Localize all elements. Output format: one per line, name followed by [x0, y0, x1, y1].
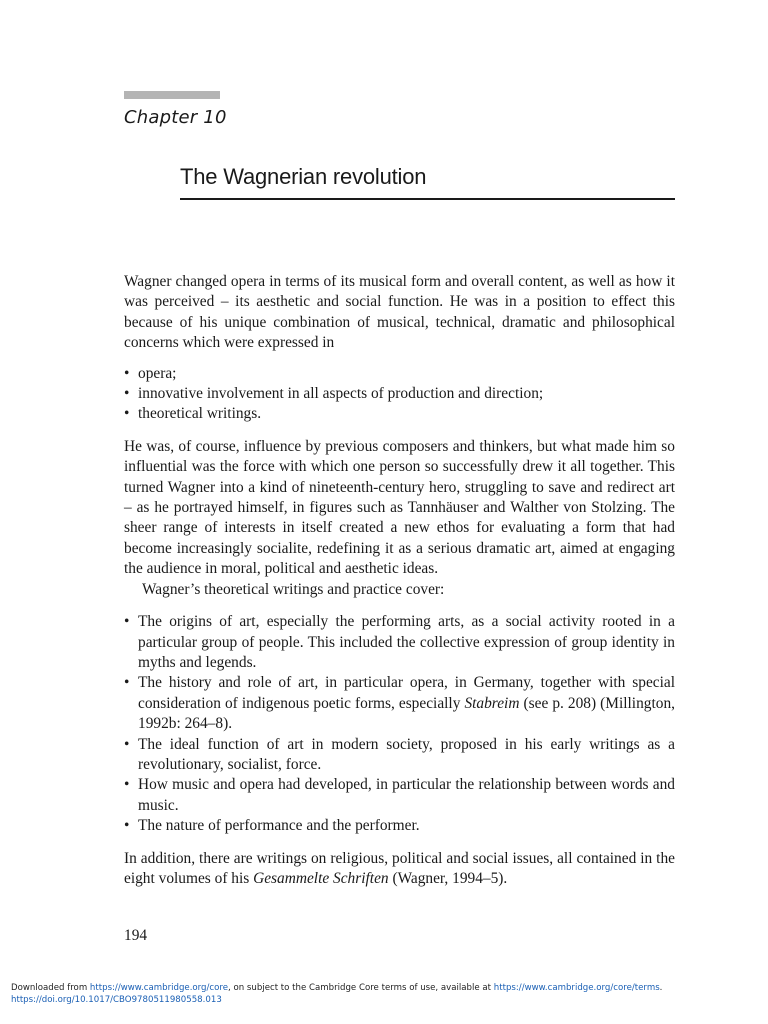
bullet-icon: •	[124, 776, 130, 794]
book-title: Gesammelte Schriften	[253, 869, 389, 887]
title-rule	[180, 198, 675, 200]
bullet-icon: •	[124, 364, 130, 382]
doi-link[interactable]: https://doi.org/10.1017/CBO9780511980558.013	[11, 995, 222, 1005]
bullet-icon: •	[124, 613, 130, 631]
body-paragraph: Wagner’s theoretical writings and practice cover:	[142, 580, 445, 598]
list-item: • opera;	[124, 364, 675, 384]
list-item: • The history and role of art, in particular opera, in Germany, together with special consideration of indigenous poetic forms, especially Stabreim (see p. 208) (Millington, 1992b: 264–8).	[124, 674, 675, 733]
list-item: • innovative involvement in all aspects of production and direction;	[124, 384, 675, 404]
stabreim-term: Stabreim	[464, 694, 520, 712]
body-text	[124, 272, 675, 889]
bullet-icon: •	[124, 385, 130, 403]
chapter-label: Chapter 10	[124, 107, 227, 128]
download-footer: Downloaded from https://www.cambridge.org/core, on subject to the Cambridge Core terms of use, available at https://www.cambridge.org/core/terms. https://doi.org/10.1017/CBO9780511980558.013	[11, 983, 663, 1005]
bullet-icon: •	[124, 405, 130, 423]
closing-paragraph: In addition, there are writings on religious, political and social issues, all contained in the eight volumes of his Gesammelte Schriften (Wagner, 1994–5).	[124, 849, 675, 887]
list-item: • theoretical writings.	[124, 404, 675, 424]
bullet-icon: •	[124, 817, 130, 835]
terms-link[interactable]: https://www.cambridge.org/core/terms	[493, 983, 660, 993]
intro-paragraph: Wagner changed opera in terms of its musical form and overall content, as well as how it was perceived – its aesthetic and social function. He was in a position to effect this because of his unique combination of musical, technical, dramatic and philosophical concerns which were expressed in	[124, 273, 675, 352]
list-item: • How music and opera had developed, in particular the relationship between words and music.	[124, 776, 675, 814]
chapter-accent-bar	[124, 91, 220, 99]
list-item: • The nature of performance and the performer.	[124, 816, 675, 836]
cover-list	[124, 612, 675, 836]
bullet-icon: •	[124, 735, 130, 753]
page-number: 194	[124, 927, 148, 944]
bullet-icon: •	[124, 674, 130, 692]
core-link[interactable]: https://www.cambridge.org/core	[89, 983, 229, 993]
list-item: • The origins of art, especially the performing arts, as a social activity rooted in a particular group of people. This included the collective expression of group identity in myths and legends.	[124, 613, 675, 671]
intro-list	[124, 364, 675, 425]
body-paragraph: He was, of course, influence by previous composers and thinkers, but what made him so influential was the force with which one person so successfully drew it all together. This turned Wagner into a kind of nineteenth-century hero, struggling to save and redirect art – as he portrayed himself, in figures such as Tannhäuser and Walther von Stolzing. The sheer range of interests in itself created a new ethos for evaluating a form that had become increasingly socialite, redefining it as a serious dramatic art, aimed at engaging the audience in moral, political and aesthetic ideas.	[124, 437, 675, 578]
chapter-title: The Wagnerian revolution	[180, 164, 427, 189]
list-item: • The ideal function of art in modern society, proposed in his early writings as a revolutionary, socialist, force.	[124, 735, 675, 773]
